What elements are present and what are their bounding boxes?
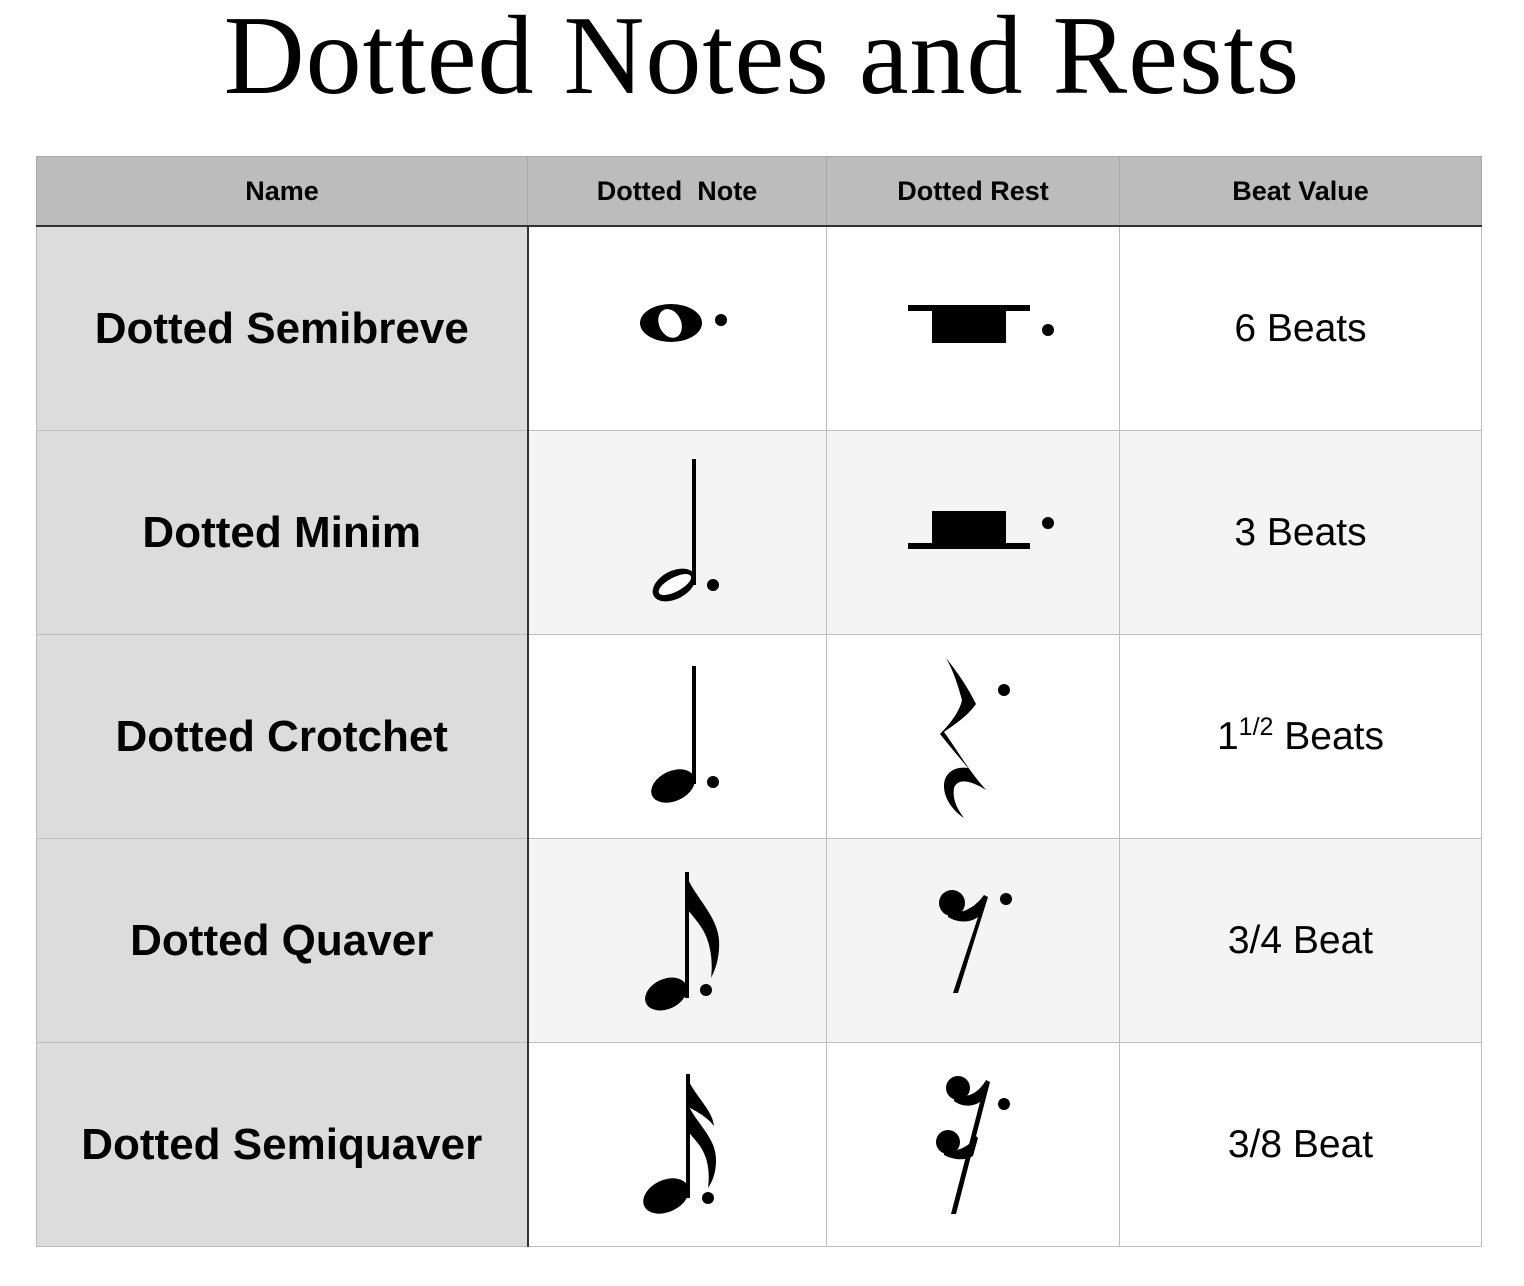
dotted-semibreve-rest-icon — [888, 299, 1058, 359]
dotted-crotchet-rest-icon — [918, 652, 1028, 822]
beat-value — [1120, 635, 1482, 839]
dotted-rest-cell — [827, 1043, 1120, 1247]
dotted-quaver-note-icon — [627, 866, 727, 1016]
dotted-rest-cell — [827, 635, 1120, 839]
beat-value: 3/4 Beat — [1120, 839, 1482, 1043]
dotted-note-cell — [528, 1043, 827, 1247]
beat-value: 3/8 Beat — [1120, 1043, 1482, 1247]
dotted-rest-cell — [827, 226, 1120, 431]
header-row — [37, 157, 1482, 227]
dotted-quaver-rest-icon — [918, 881, 1028, 1001]
note-name: Dotted Semibreve — [37, 226, 528, 431]
table-row — [37, 1043, 1482, 1247]
dotted-note-cell — [528, 226, 827, 431]
beat-value: 6 Beats — [1120, 226, 1482, 431]
table-row — [37, 431, 1482, 635]
note-name: Dotted Minim — [37, 431, 528, 635]
beat-unit: Beats — [1273, 714, 1385, 758]
table-row — [37, 635, 1482, 839]
header-name: Name — [37, 157, 528, 227]
header-dotted-rest: Dotted Rest — [827, 157, 1120, 227]
dotted-semibreve-note-icon — [617, 289, 737, 369]
dotted-crotchet-note-icon — [627, 662, 727, 812]
dotted-note-cell — [528, 431, 827, 635]
dotted-semiquaver-note-icon — [622, 1070, 732, 1220]
table-row — [37, 839, 1482, 1043]
beat-whole: 1 — [1216, 714, 1239, 758]
header-beat-value: Beat Value — [1120, 157, 1482, 227]
note-rest-table — [36, 156, 1482, 1247]
header-dotted-note: Dotted Note — [528, 157, 827, 227]
dotted-rest-cell — [827, 431, 1120, 635]
dotted-minim-note-icon — [627, 453, 727, 613]
note-name: Dotted Semiquaver — [37, 1043, 528, 1247]
table-row — [37, 226, 1482, 431]
beat-value: 3 Beats — [1120, 431, 1482, 635]
note-name: Dotted Quaver — [37, 839, 528, 1043]
beat-fraction: 1/2 — [1238, 712, 1274, 741]
dotted-note-cell — [528, 635, 827, 839]
dotted-minim-rest-icon — [888, 503, 1058, 563]
dotted-rest-cell — [827, 839, 1120, 1043]
dotted-note-cell — [528, 839, 827, 1043]
page-title: Dotted Notes and Rests — [223, 0, 1301, 118]
dotted-semiquaver-rest-icon — [918, 1070, 1028, 1220]
note-name: Dotted Crotchet — [37, 635, 528, 839]
